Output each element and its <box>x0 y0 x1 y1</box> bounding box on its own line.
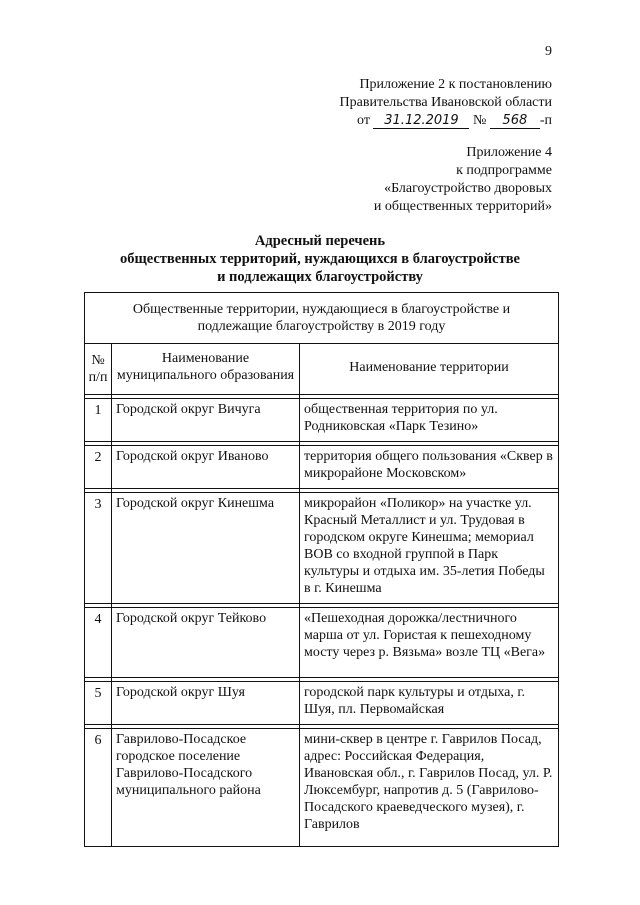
ot-label: от <box>357 113 370 128</box>
row-municipality: Городской округ Кинешма <box>112 493 300 604</box>
row-territory: городской парк культуры и отдыха, г. Шуя, пл. Первомайская <box>300 682 559 725</box>
caption-line-2: подлежащие благоустройству в 2019 году <box>197 319 446 334</box>
table-row <box>85 446 559 489</box>
subprogram-line-2: к подпрограмме <box>456 163 552 178</box>
number-label: № <box>472 113 487 128</box>
table-row <box>85 493 559 604</box>
row-territory: «Пешеходная дорожка/лестничного марша от ул. Гористая к пешеходному мосту через р. Вязьма» возле ТЦ «Вега» <box>300 608 559 678</box>
header-territory: Наименование территории <box>300 344 559 395</box>
row-territory: микрорайон «Поликор» на участке ул. Красный Металлист и ул. Трудовая в городском округе Кинешма; мемориал ВОВ со входной группой в Парк культуры и отдыха им. 35-летия Победы в г. Кинешма <box>300 493 559 604</box>
caption-line-1: Общественные территории, нуждающиеся в благоустройстве и <box>132 302 511 317</box>
subprogram-line-3: «Благоустройство дворовых <box>384 181 552 196</box>
table-caption-row <box>85 293 559 344</box>
row-municipality: Городской округ Шуя <box>112 682 300 725</box>
table-row <box>85 682 559 725</box>
table-row <box>85 608 559 678</box>
attachment-line-1: Приложение 2 к постановлению <box>359 77 552 92</box>
number-suffix: -п <box>539 113 552 128</box>
table-header-row <box>85 344 559 395</box>
row-num: 6 <box>85 729 112 847</box>
attachment-date-line <box>340 112 552 130</box>
row-num: 5 <box>85 682 112 725</box>
attachment-line-2: Правительства Ивановской области <box>339 95 552 110</box>
subprogram-line-4: и общественных территорий» <box>373 199 552 214</box>
document-title <box>0 232 640 286</box>
row-municipality: Городской округ Вичуга <box>112 399 300 442</box>
subprogram-attachment <box>374 144 552 216</box>
table-row <box>85 729 559 847</box>
territories-table <box>84 292 559 847</box>
table-row <box>85 399 559 442</box>
header-municipality: Наименование муниципального образования <box>112 344 300 395</box>
row-num: 3 <box>85 493 112 604</box>
row-municipality: Гаврилово-Посадское городское поселение Гаврилово-Посадского муниципального района <box>112 729 300 847</box>
row-num: 4 <box>85 608 112 678</box>
title-line-1: Адресный перечень <box>254 233 386 249</box>
row-territory: мини-сквер в центре г. Гаврилов Посад, адрес: Российская Федерация, Ивановская обл., г. Гаврилов Посад, ул. Р. Люксембург, напротив д. 5 (Гаврилово-Посадского краеведческого музея), г. Гаврилов <box>300 729 559 847</box>
title-line-2: общественных территорий, нуждающихся в благоустройстве <box>120 251 520 267</box>
row-municipality: Городской округ Тейково <box>112 608 300 678</box>
row-territory: территория общего пользования «Сквер в микрорайоне Московском» <box>300 446 559 489</box>
handwritten-date: 31.12.2019 <box>373 113 469 129</box>
title-line-3: и подлежащих благоустройству <box>217 269 423 285</box>
row-num: 1 <box>85 399 112 442</box>
row-municipality: Городской округ Иваново <box>112 446 300 489</box>
page-number: 9 <box>545 44 552 59</box>
header-num: № п/п <box>85 344 112 395</box>
row-territory: общественная территория по ул. Родниковская «Парк Тезино» <box>300 399 559 442</box>
row-num: 2 <box>85 446 112 489</box>
subprogram-line-1: Приложение 4 <box>466 145 552 160</box>
table-caption <box>85 293 559 344</box>
attachment-header <box>340 76 552 130</box>
handwritten-number: 568 <box>490 113 540 129</box>
